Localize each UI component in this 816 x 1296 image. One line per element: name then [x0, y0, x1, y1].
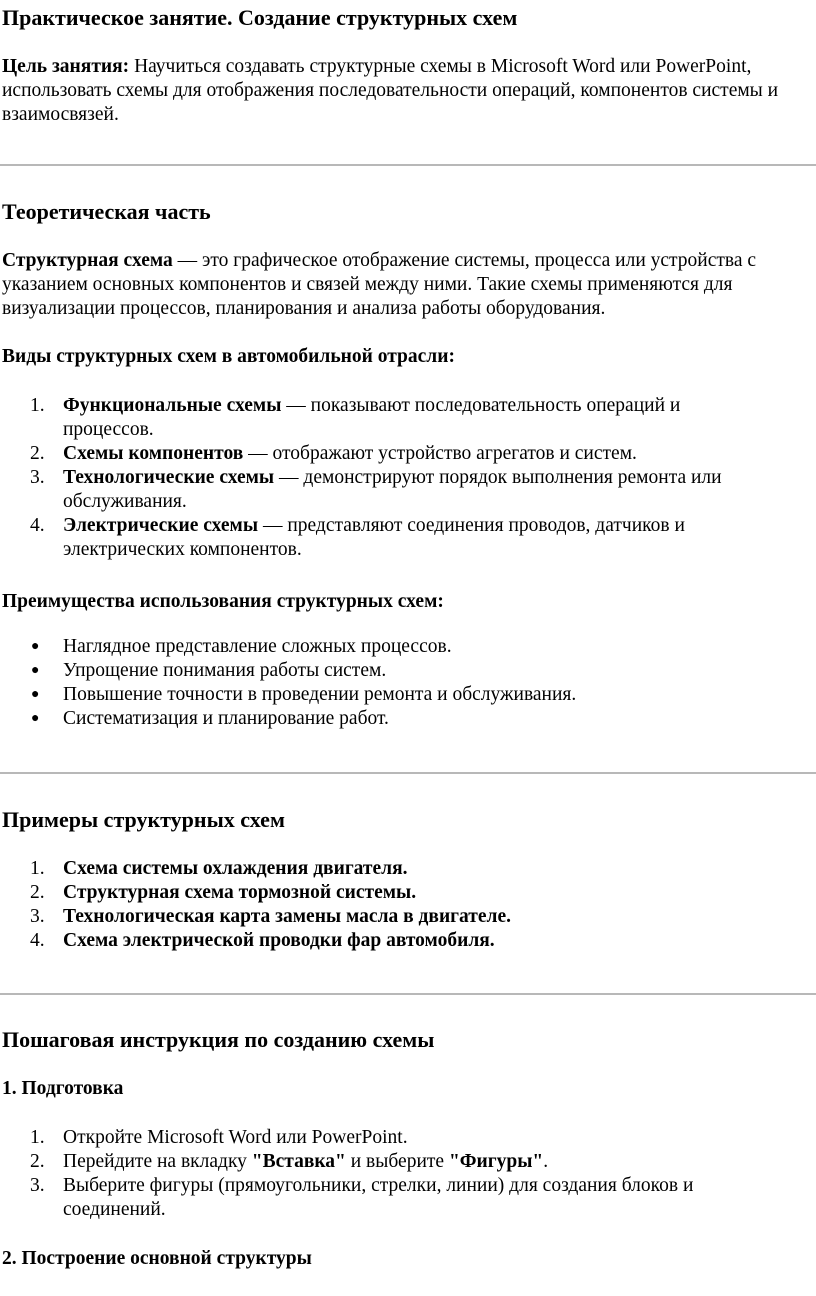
page-title: Практическое занятие. Создание структурных схем	[2, 5, 518, 30]
definition-term: Структурная схема	[2, 250, 173, 271]
bullet-icon: ●	[31, 711, 40, 726]
definition-text: — это графическое отображение системы, процесса или устройства с указанием основных компонентов и связей между ними. Такие схемы применяются для визуализации процессов, планирования и анализа работы оборудования.	[2, 250, 757, 319]
list-item	[0, 466, 763, 514]
step-text: Откройте Microsoft Word или PowerPoint.	[63, 1127, 408, 1148]
type-term: Технологические схемы	[63, 467, 275, 488]
example-text: Структурная схема тормозной системы.	[63, 882, 417, 903]
list-number: 1.	[30, 1127, 45, 1148]
step-text: .	[543, 1151, 549, 1172]
bullet-icon: ●	[31, 639, 40, 654]
bullet-icon: ●	[31, 663, 40, 678]
step2-heading: 2. Построение основной структуры	[2, 1248, 312, 1269]
types-heading: Виды структурных схем в автомобильной отрасли:	[2, 346, 455, 367]
list-item	[0, 881, 763, 905]
goal-label: Цель занятия:	[2, 56, 130, 77]
section-divider	[0, 993, 816, 995]
list-item	[0, 442, 763, 466]
advantage-text: Упрощение понимания работы систем.	[63, 660, 387, 681]
step1-list	[0, 1126, 816, 1222]
section-divider	[0, 772, 816, 774]
list-number: 2.	[30, 1151, 45, 1172]
list-item	[0, 635, 763, 659]
type-term: Функциональные схемы	[63, 395, 282, 416]
example-text: Схема электрической проводки фар автомобиля.	[63, 930, 495, 951]
list-number: 2.	[30, 443, 45, 464]
list-number: 4.	[30, 930, 45, 951]
step-text: и выберите	[345, 1151, 449, 1172]
list-item	[0, 1150, 763, 1174]
definition-paragraph	[2, 249, 814, 321]
list-item	[0, 514, 763, 562]
examples-list	[0, 857, 816, 953]
list-item	[0, 707, 763, 731]
theory-heading: Теоретическая часть	[2, 199, 211, 224]
instruction-heading: Пошаговая инструкция по созданию схемы	[2, 1027, 435, 1052]
list-number: 1.	[30, 395, 45, 416]
shapes-menu-name: "Фигуры"	[448, 1151, 544, 1172]
goal-text: Научиться создавать структурные схемы в Microsoft Word или PowerPoint, использовать схемы для отображения последовательности операций, компонентов системы и взаимосвязей.	[2, 56, 779, 125]
advantages-heading: Преимущества использования структурных схем:	[2, 591, 444, 612]
list-item	[0, 1126, 763, 1150]
list-item	[0, 683, 763, 707]
list-number: 3.	[30, 906, 45, 927]
advantage-text: Повышение точности в проведении ремонта и обслуживания.	[63, 684, 577, 705]
step1-heading: 1. Подготовка	[2, 1078, 124, 1099]
list-item	[0, 857, 763, 881]
list-item	[0, 929, 763, 953]
section-divider	[0, 164, 816, 166]
list-number: 3.	[30, 1175, 45, 1196]
type-term: Электрические схемы	[63, 515, 259, 536]
advantages-list	[0, 635, 816, 731]
examples-heading: Примеры структурных схем	[2, 807, 285, 832]
type-text: — демонстрируют порядок выполнения ремонта или обслуживания.	[63, 467, 722, 512]
list-item	[0, 1174, 763, 1222]
list-item	[0, 905, 763, 929]
list-item	[0, 659, 763, 683]
advantage-text: Систематизация и планирование работ.	[63, 708, 389, 729]
goal-paragraph	[2, 55, 814, 127]
type-term: Схемы компонентов	[63, 443, 244, 464]
insert-tab-name: "Вставка"	[251, 1151, 346, 1172]
list-number: 4.	[30, 515, 45, 536]
list-item	[0, 394, 763, 442]
list-number: 2.	[30, 882, 45, 903]
example-text: Схема системы охлаждения двигателя.	[63, 858, 408, 879]
list-number: 3.	[30, 467, 45, 488]
types-list	[0, 394, 816, 562]
type-text: — показывают последовательность операций и процессов.	[63, 395, 681, 440]
bullet-icon: ●	[31, 687, 40, 702]
step-text: Выберите фигуры (прямоугольники, стрелки, линии) для создания блоков и соединений.	[63, 1175, 694, 1220]
type-text: — представляют соединения проводов, датчиков и электрических компонентов.	[63, 515, 685, 560]
list-number: 1.	[30, 858, 45, 879]
step-text: Перейдите на вкладку	[63, 1151, 252, 1172]
type-text: — отображают устройство агрегатов и систем.	[243, 443, 637, 464]
example-text: Технологическая карта замены масла в двигателе.	[63, 906, 511, 927]
advantage-text: Наглядное представление сложных процессов.	[63, 636, 452, 657]
